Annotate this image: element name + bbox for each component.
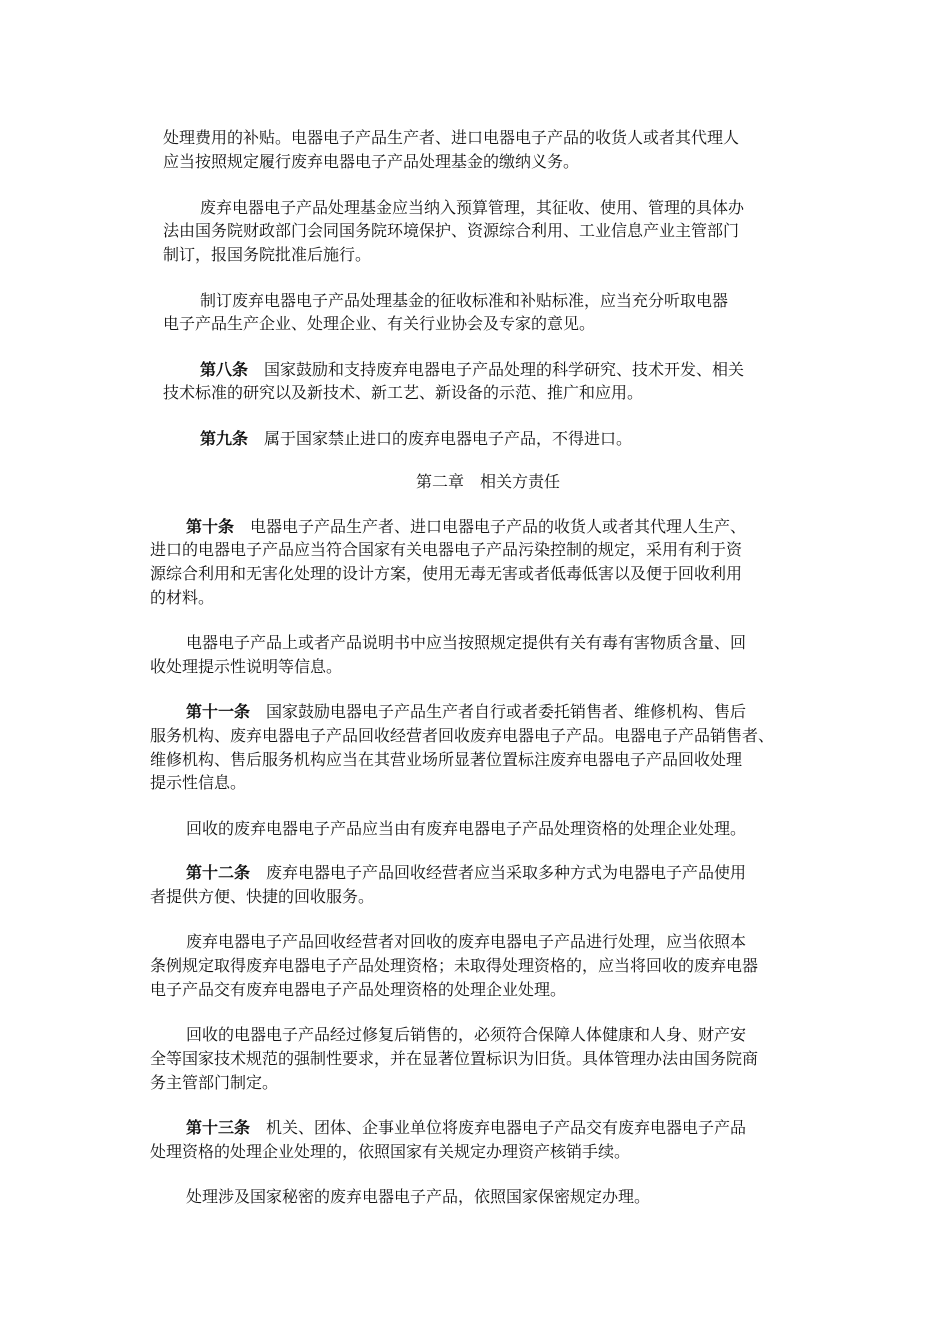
article-label: 第九条 [200,429,249,448]
article-label: 第八条 [200,360,249,379]
text-line: 的材料。 [150,588,215,607]
article-line [186,516,746,538]
text-line: 电子产品生产企业、处理企业、有关行业协会及专家的意见。 [163,314,596,333]
text-line: 制订，报国务院批准后施行。 [163,245,372,264]
article-text: 机关、团体、企事业单位将废弃电器电子产品交有废弃电器电子产品 [266,1118,747,1137]
chapter-title: 第二章 相关方责任 [416,472,561,491]
article-label: 第十二条 [186,863,251,882]
article-line [200,428,632,450]
text-line: 回收的电器电子产品经过修复后销售的，必须符合保障人体健康和人身、财产安 [186,1025,747,1044]
article-line [186,701,746,723]
text-line: 处理涉及国家秘密的废弃电器电子产品，依照国家保密规定办理。 [186,1187,651,1206]
text-line: 电子产品交有废弃电器电子产品处理资格的处理企业处理。 [150,980,567,999]
article-line [186,1117,746,1139]
text-line: 法由国务院财政部门会同国务院环境保护、资源综合利用、工业信息产业主管部门 [163,221,740,240]
text-line: 废弃电器电子产品处理基金应当纳入预算管理，其征收、使用、管理的具体办 [200,198,745,217]
text-line: 回收的废弃电器电子产品应当由有废弃电器电子产品处理资格的处理企业处理。 [186,819,747,838]
text-line: 服务机构、废弃电器电子产品回收经营者回收废弃电器电子产品。电器电子产品销售者、 [150,726,775,745]
text-line: 源综合利用和无害化处理的设计方案，使用无毒无害或者低毒低害以及便于回收利用 [150,564,743,583]
text-line: 务主管部门制定。 [150,1073,279,1092]
text-line: 电器电子产品上或者产品说明书中应当按照规定提供有关有毒有害物质含量、回 [186,633,747,652]
article-line [186,862,746,884]
article-text: 国家鼓励电器电子产品生产者自行或者委托销售者、维修机构、售后 [266,702,747,721]
text-line: 者提供方便、快捷的回收服务。 [150,887,375,906]
text-line: 条例规定取得废弃电器电子产品处理资格；未取得处理资格的，应当将回收的废弃电器 [150,956,759,975]
article-label: 第十三条 [186,1118,251,1137]
text-line: 处理费用的补贴。电器电子产品生产者、进口电器电子产品的收货人或者其代理人 [163,128,740,147]
text-line: 制订废弃电器电子产品处理基金的征收标准和补贴标准，应当充分听取电器 [200,291,729,310]
text-line: 收处理提示性说明等信息。 [150,657,343,676]
article-text: 电器电子产品生产者、进口电器电子产品的收货人或者其代理人生产、 [250,517,747,536]
text-line: 提示性信息。 [150,773,247,792]
text-line: 处理资格的处理企业处理的，依照国家有关规定办理资产核销手续。 [150,1142,631,1161]
article-text: 属于国家禁止进口的废弃电器电子产品，不得进口。 [264,429,633,448]
article-text: 国家鼓励和支持废弃电器电子产品处理的科学研究、技术开发、相关 [264,360,745,379]
text-line: 技术标准的研究以及新技术、新工艺、新设备的示范、推广和应用。 [163,383,644,402]
article-label: 第十一条 [186,702,251,721]
text-line: 进口的电器电子产品应当符合国家有关电器电子产品污染控制的规定，采用有利于资 [150,540,743,559]
text-line: 维修机构、售后服务机构应当在其营业场所显著位置标注废弃电器电子产品回收处理 [150,750,743,769]
article-line [200,359,744,381]
text-line: 废弃电器电子产品回收经营者对回收的废弃电器电子产品进行处理，应当依照本 [186,932,747,951]
article-label: 第十条 [186,517,235,536]
article-text: 废弃电器电子产品回收经营者应当采取多种方式为电器电子产品使用 [266,863,747,882]
text-line: 应当按照规定履行废弃电器电子产品处理基金的缴纳义务。 [163,152,580,171]
text-line: 全等国家技术规范的强制性要求，并在显著位置标识为旧货。具体管理办法由国务院商 [150,1049,759,1068]
